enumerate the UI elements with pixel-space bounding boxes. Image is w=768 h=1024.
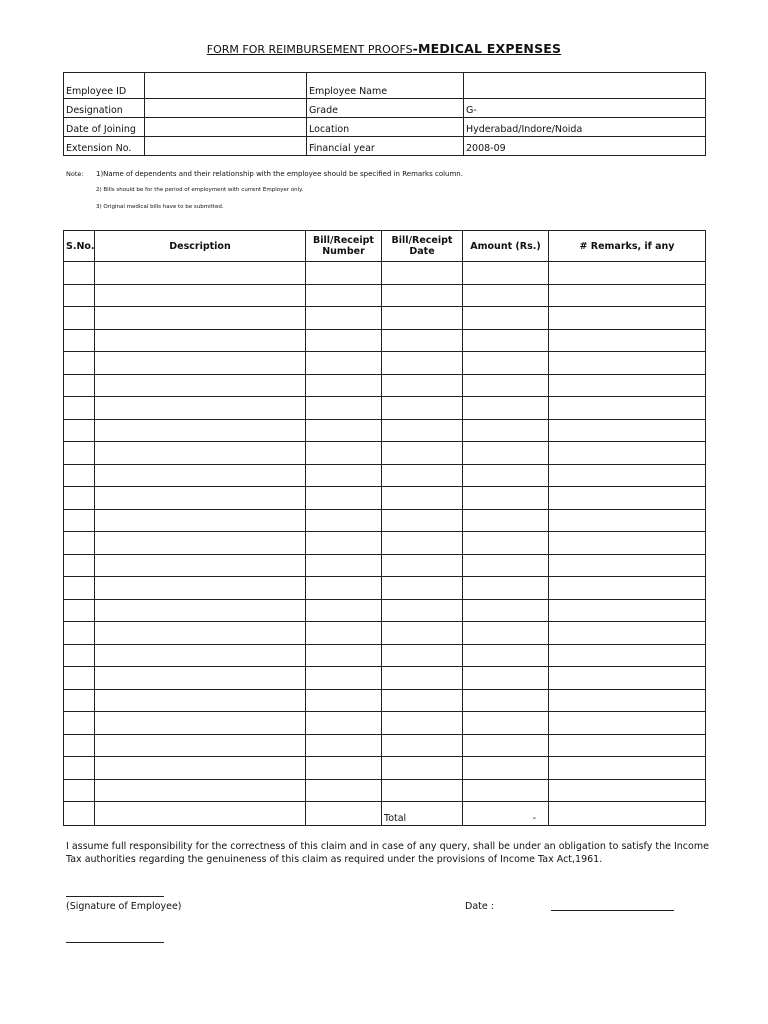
remarks-cell[interactable]: [549, 284, 706, 307]
remarks-cell[interactable]: [549, 577, 706, 600]
total-row-remarks-cell: [549, 802, 706, 826]
amount-cell[interactable]: [463, 419, 549, 442]
info-value[interactable]: [145, 99, 307, 118]
bill-number-cell[interactable]: [306, 442, 382, 465]
bill-row: [64, 487, 706, 510]
remarks-cell[interactable]: [549, 397, 706, 420]
description-cell[interactable]: [95, 307, 306, 330]
description-cell[interactable]: [95, 352, 306, 375]
second-signature-line: [66, 942, 164, 943]
bill-row: [64, 532, 706, 555]
bill-number-cell[interactable]: [306, 577, 382, 600]
note-item-1: 1)Name of dependents and their relationship with the employee should be specified in Remarks column.: [96, 170, 463, 178]
bill-row: [64, 464, 706, 487]
sno-cell[interactable]: [64, 622, 95, 645]
bill-row: [64, 622, 706, 645]
remarks-cell[interactable]: [549, 329, 706, 352]
bill-number-cell[interactable]: [306, 374, 382, 397]
bill-number-cell[interactable]: [306, 644, 382, 667]
remarks-cell[interactable]: [549, 374, 706, 397]
description-cell[interactable]: [95, 419, 306, 442]
description-cell[interactable]: [95, 644, 306, 667]
amount-cell[interactable]: [463, 622, 549, 645]
date-line: [551, 910, 674, 911]
total-row-bill-number-cell: [306, 802, 382, 826]
info-label: Grade: [307, 99, 464, 118]
description-cell[interactable]: [95, 712, 306, 735]
amount-cell[interactable]: [463, 532, 549, 555]
amount-cell[interactable]: [463, 262, 549, 285]
sno-cell[interactable]: [64, 442, 95, 465]
bill-number-cell[interactable]: [306, 599, 382, 622]
sno-cell[interactable]: [64, 352, 95, 375]
info-value[interactable]: [145, 73, 307, 99]
remarks-cell[interactable]: [549, 532, 706, 555]
amount-cell[interactable]: [463, 644, 549, 667]
amount-cell[interactable]: [463, 577, 549, 600]
info-value[interactable]: [145, 118, 307, 137]
bill-date-cell[interactable]: [382, 622, 463, 645]
description-cell[interactable]: [95, 374, 306, 397]
bill-number-cell[interactable]: [306, 307, 382, 330]
description-cell[interactable]: [95, 262, 306, 285]
description-cell[interactable]: [95, 667, 306, 690]
bill-date-cell[interactable]: [382, 577, 463, 600]
date-label: Date :: [465, 901, 494, 912]
remarks-cell[interactable]: [549, 352, 706, 375]
description-cell[interactable]: [95, 599, 306, 622]
employee-signature-label: (Signature of Employee): [66, 901, 182, 912]
description-cell[interactable]: [95, 622, 306, 645]
amount-cell[interactable]: [463, 509, 549, 532]
bill-number-cell[interactable]: [306, 352, 382, 375]
sno-cell[interactable]: [64, 734, 95, 757]
bill-number-cell[interactable]: [306, 262, 382, 285]
sno-cell[interactable]: [64, 779, 95, 802]
description-cell[interactable]: [95, 757, 306, 780]
info-value[interactable]: 2008-09: [464, 137, 706, 156]
remarks-cell[interactable]: [549, 464, 706, 487]
total-amount: -: [463, 802, 549, 826]
amount-cell[interactable]: [463, 712, 549, 735]
bill-number-cell[interactable]: [306, 757, 382, 780]
sno-cell[interactable]: [64, 374, 95, 397]
sno-cell[interactable]: [64, 577, 95, 600]
sno-cell[interactable]: [64, 667, 95, 690]
header-description: Description: [95, 231, 306, 262]
amount-cell[interactable]: [463, 464, 549, 487]
bill-date-cell[interactable]: [382, 757, 463, 780]
bill-row: [64, 667, 706, 690]
info-label: Employee Name: [307, 73, 464, 99]
employee-signature-line: [66, 896, 164, 897]
total-row-description-cell: [95, 802, 306, 826]
sno-cell[interactable]: [64, 644, 95, 667]
bill-row: [64, 329, 706, 352]
bill-number-cell[interactable]: [306, 487, 382, 510]
bill-row: [64, 284, 706, 307]
description-cell[interactable]: [95, 284, 306, 307]
bill-number-cell[interactable]: [306, 509, 382, 532]
bill-number-cell[interactable]: [306, 554, 382, 577]
description-cell[interactable]: [95, 487, 306, 510]
note-item-3: 3) Original medical bills have to be submitted.: [96, 204, 224, 210]
bill-row: [64, 757, 706, 780]
remarks-cell[interactable]: [549, 599, 706, 622]
sno-cell[interactable]: [64, 689, 95, 712]
sno-cell[interactable]: [64, 397, 95, 420]
amount-cell[interactable]: [463, 307, 549, 330]
amount-cell[interactable]: [463, 329, 549, 352]
bill-row: [64, 779, 706, 802]
bill-date-cell[interactable]: [382, 509, 463, 532]
bill-date-cell[interactable]: [382, 419, 463, 442]
sno-cell[interactable]: [64, 307, 95, 330]
info-label: Extension No.: [64, 137, 145, 156]
bill-number-cell[interactable]: [306, 734, 382, 757]
bill-date-cell[interactable]: [382, 487, 463, 510]
bill-date-cell[interactable]: [382, 307, 463, 330]
remarks-cell[interactable]: [549, 487, 706, 510]
bill-date-cell[interactable]: [382, 442, 463, 465]
bill-date-cell[interactable]: [382, 329, 463, 352]
bill-date-cell[interactable]: [382, 532, 463, 555]
amount-cell[interactable]: [463, 442, 549, 465]
remarks-cell[interactable]: [549, 689, 706, 712]
header-bill-date: Bill/Receipt Date: [382, 231, 463, 262]
sno-cell[interactable]: [64, 599, 95, 622]
remarks-cell[interactable]: [549, 712, 706, 735]
bill-date-cell[interactable]: [382, 779, 463, 802]
sno-cell[interactable]: [64, 554, 95, 577]
bill-date-cell[interactable]: [382, 374, 463, 397]
amount-cell[interactable]: [463, 599, 549, 622]
bill-number-cell[interactable]: [306, 419, 382, 442]
bill-date-cell[interactable]: [382, 644, 463, 667]
amount-cell[interactable]: [463, 397, 549, 420]
bill-row: [64, 554, 706, 577]
sno-cell[interactable]: [64, 712, 95, 735]
bill-row: [64, 712, 706, 735]
info-label: Location: [307, 118, 464, 137]
sno-cell[interactable]: [64, 419, 95, 442]
sno-cell[interactable]: [64, 284, 95, 307]
info-value[interactable]: [145, 137, 307, 156]
bill-row: [64, 307, 706, 330]
description-cell[interactable]: [95, 329, 306, 352]
bills-header-row: [64, 231, 706, 262]
note-item-2: 2) Bills should be for the period of employment with current Employer only.: [96, 187, 304, 193]
info-label: Date of Joining: [64, 118, 145, 137]
header-sno: S.No.: [64, 231, 95, 262]
bills-table: [63, 230, 706, 826]
header-bill-number: Bill/Receipt Number: [306, 231, 382, 262]
bill-row: [64, 442, 706, 465]
bill-number-cell[interactable]: [306, 622, 382, 645]
bill-row: [64, 419, 706, 442]
bill-date-cell[interactable]: [382, 464, 463, 487]
form-title: [0, 41, 768, 56]
sno-cell[interactable]: [64, 262, 95, 285]
bill-date-cell[interactable]: [382, 734, 463, 757]
amount-cell[interactable]: [463, 284, 549, 307]
remarks-cell[interactable]: [549, 262, 706, 285]
bill-row: [64, 397, 706, 420]
bill-row: [64, 352, 706, 375]
bill-number-cell[interactable]: [306, 532, 382, 555]
bill-row: [64, 689, 706, 712]
info-value[interactable]: Hyderabad/Indore/Noida: [464, 118, 706, 137]
bill-number-cell[interactable]: [306, 284, 382, 307]
description-cell[interactable]: [95, 509, 306, 532]
bill-row: [64, 577, 706, 600]
declaration-text: I assume full responsibility for the correctness of this claim and in case of any query, shall be under an obligation to satisfy the Income Tax authorities regarding the genuineness of this claim as required under the provisions of Income Tax Act,1961.: [66, 841, 709, 865]
amount-cell[interactable]: [463, 487, 549, 510]
header-amount: Amount (Rs.): [463, 231, 549, 262]
remarks-cell[interactable]: [549, 419, 706, 442]
bill-date-cell[interactable]: [382, 599, 463, 622]
bill-date-cell[interactable]: [382, 397, 463, 420]
amount-cell[interactable]: [463, 374, 549, 397]
amount-cell[interactable]: [463, 779, 549, 802]
total-row: [64, 802, 706, 826]
bill-date-cell[interactable]: [382, 284, 463, 307]
bill-date-cell[interactable]: [382, 554, 463, 577]
sno-cell[interactable]: [64, 487, 95, 510]
description-cell[interactable]: [95, 464, 306, 487]
employee-info-table: [63, 72, 706, 156]
bill-row: [64, 509, 706, 532]
bill-date-cell[interactable]: [382, 712, 463, 735]
bill-row: [64, 262, 706, 285]
bill-row: [64, 734, 706, 757]
description-cell[interactable]: [95, 689, 306, 712]
remarks-cell[interactable]: [549, 307, 706, 330]
total-row-sno-cell: [64, 802, 95, 826]
bill-number-cell[interactable]: [306, 689, 382, 712]
sno-cell[interactable]: [64, 757, 95, 780]
info-row: [64, 118, 706, 137]
description-cell[interactable]: [95, 554, 306, 577]
remarks-cell[interactable]: [549, 779, 706, 802]
bill-date-cell[interactable]: [382, 352, 463, 375]
info-row: [64, 73, 706, 99]
bill-row: [64, 374, 706, 397]
remarks-cell[interactable]: [549, 442, 706, 465]
remarks-cell[interactable]: [549, 734, 706, 757]
remarks-cell[interactable]: [549, 622, 706, 645]
form-title-part1: FORM FOR REIMBURSEMENT PROOFS: [206, 43, 413, 56]
info-label: Designation: [64, 99, 145, 118]
bill-number-cell[interactable]: [306, 779, 382, 802]
bill-number-cell[interactable]: [306, 329, 382, 352]
bill-number-cell[interactable]: [306, 397, 382, 420]
remarks-cell[interactable]: [549, 757, 706, 780]
description-cell[interactable]: [95, 779, 306, 802]
note-label: Note:: [66, 170, 84, 178]
bill-date-cell[interactable]: [382, 262, 463, 285]
description-cell[interactable]: [95, 577, 306, 600]
info-value[interactable]: [464, 73, 706, 99]
amount-cell[interactable]: [463, 554, 549, 577]
info-row: [64, 99, 706, 118]
sno-cell[interactable]: [64, 509, 95, 532]
amount-cell[interactable]: [463, 352, 549, 375]
bill-row: [64, 599, 706, 622]
bill-date-cell[interactable]: [382, 689, 463, 712]
sno-cell[interactable]: [64, 329, 95, 352]
amount-cell[interactable]: [463, 734, 549, 757]
form-title-part2: -MEDICAL EXPENSES: [412, 41, 562, 56]
info-label: Employee ID: [64, 73, 145, 99]
remarks-cell[interactable]: [549, 554, 706, 577]
sno-cell[interactable]: [64, 532, 95, 555]
amount-cell[interactable]: [463, 757, 549, 780]
remarks-cell[interactable]: [549, 644, 706, 667]
total-label: Total: [382, 802, 463, 826]
bill-date-cell[interactable]: [382, 667, 463, 690]
description-cell[interactable]: [95, 532, 306, 555]
info-value[interactable]: G-: [464, 99, 706, 118]
remarks-cell[interactable]: [549, 667, 706, 690]
bill-number-cell[interactable]: [306, 712, 382, 735]
amount-cell[interactable]: [463, 689, 549, 712]
info-label: Financial year: [307, 137, 464, 156]
amount-cell[interactable]: [463, 667, 549, 690]
bill-number-cell[interactable]: [306, 667, 382, 690]
remarks-cell[interactable]: [549, 509, 706, 532]
description-cell[interactable]: [95, 397, 306, 420]
header-remarks: # Remarks, if any: [549, 231, 706, 262]
description-cell[interactable]: [95, 734, 306, 757]
info-row: [64, 137, 706, 156]
bill-row: [64, 644, 706, 667]
bill-number-cell[interactable]: [306, 464, 382, 487]
sno-cell[interactable]: [64, 464, 95, 487]
description-cell[interactable]: [95, 442, 306, 465]
